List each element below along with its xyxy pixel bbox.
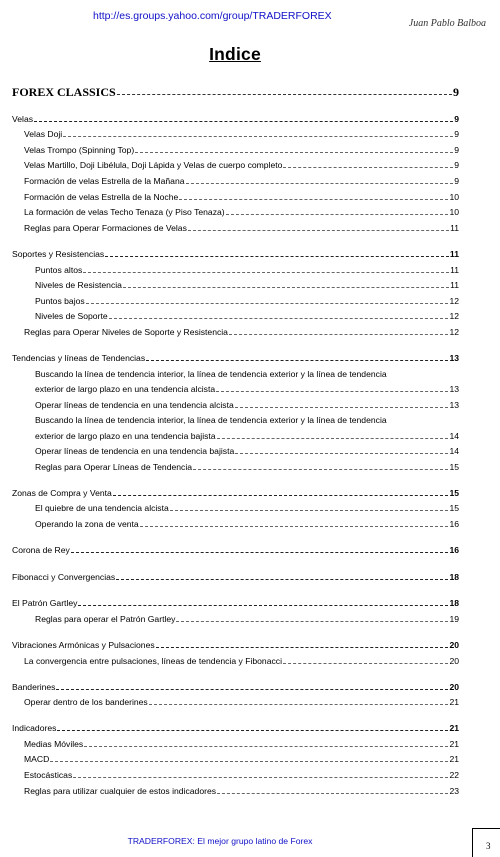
toc-entry-page: 21 — [449, 739, 459, 749]
toc-entry[interactable] — [12, 636, 459, 651]
toc-entry-label: Estocásticas — [24, 770, 73, 780]
toc-entry[interactable] — [12, 568, 459, 583]
toc-entry[interactable] — [12, 766, 459, 781]
toc-entry-page: 18 — [449, 572, 459, 582]
toc-entry-label: Velas Martillo, Doji Libélula, Doji Lápida y Velas de cuerpo completo — [24, 160, 283, 170]
toc-entry[interactable] — [12, 442, 459, 457]
toc-leader-dots — [283, 663, 448, 664]
toc-entry-label: Puntos bajos — [35, 296, 85, 306]
toc-entry[interactable] — [12, 782, 459, 797]
toc-entry-page: 16 — [449, 519, 459, 529]
toc-entry[interactable] — [12, 141, 459, 156]
toc-entry[interactable] — [12, 411, 459, 426]
toc-entry-page: 9 — [454, 176, 459, 186]
toc-leader-dots — [109, 318, 449, 319]
toc-entry-label: Reglas para Operar Líneas de Tendencia — [35, 462, 193, 472]
toc-leader-dots — [56, 689, 448, 690]
toc-entry-label: Banderines — [12, 682, 56, 692]
toc-entry-label: Formación de velas Estrella de la Mañana — [24, 176, 185, 186]
toc-leader-dots — [123, 287, 449, 288]
toc-entry[interactable] — [12, 307, 459, 322]
toc-entry-page: 9 — [454, 160, 459, 170]
toc-entry-page: 10 — [449, 207, 459, 217]
toc-leader-dots — [50, 761, 448, 762]
toc-entry-page: 20 — [449, 656, 459, 666]
toc-entry[interactable] — [12, 245, 459, 260]
toc-entry-label: exterior de largo plazo en una tendencia bajista — [35, 431, 216, 441]
toc-entry-label: Tendencias y líneas de Tendencias — [12, 353, 146, 363]
toc-entry-page: 21 — [449, 697, 459, 707]
toc-entry-page: 9 — [454, 129, 459, 139]
toc-entry-label: Reglas para Operar Niveles de Soporte y Resistencia — [24, 327, 228, 337]
toc-leader-dots — [71, 552, 449, 553]
toc-leader-dots — [235, 407, 449, 408]
footer-text: TRADERFOREX: El mejor grupo latino de Forex — [127, 836, 313, 846]
toc-entry-label: Fibonacci y Convergencias — [12, 572, 116, 582]
toc-entry-label: Reglas para utilizar cualquier de estos indicadores — [24, 786, 217, 796]
toc-entry[interactable] — [12, 365, 459, 380]
toc-leader-dots — [217, 438, 449, 439]
toc-entry-page: 15 — [449, 462, 459, 472]
toc-entry-page: 19 — [449, 614, 459, 624]
toc-leader-dots — [78, 605, 448, 606]
toc-entry[interactable] — [12, 396, 459, 411]
toc-entry-label: Velas Trompo (Spinning Top) — [24, 145, 135, 155]
toc-entry[interactable] — [12, 693, 459, 708]
toc-entry-page: 13 — [449, 384, 459, 394]
toc-entry-label: Niveles de Resistencia — [35, 280, 122, 290]
toc-entry[interactable] — [12, 750, 459, 765]
toc-leader-dots — [116, 579, 448, 580]
toc-entry-label: El quiebre de una tendencia alcista — [35, 503, 169, 513]
toc-leader-dots — [135, 152, 453, 153]
toc-entry[interactable] — [12, 719, 459, 734]
toc-leader-dots — [283, 167, 453, 168]
toc-leader-dots — [84, 746, 448, 747]
toc-entry[interactable] — [12, 678, 459, 693]
toc-leader-dots — [140, 526, 449, 527]
toc-entry-label: Formación de velas Estrella de la Noche — [24, 192, 179, 202]
toc-leader-dots — [176, 621, 448, 622]
toc-entry-page: 15 — [449, 488, 459, 498]
page-number: 3 — [486, 841, 491, 851]
toc-leader-dots — [235, 453, 448, 454]
toc-entry-label: Corona de Rey — [12, 545, 70, 555]
toc-entry-label: Velas Doji — [24, 129, 63, 139]
toc-entry-label: La formación de velas Techo Tenaza (y Piso Tenaza) — [24, 207, 225, 217]
toc-leader-dots — [117, 94, 452, 95]
toc-entry-label: Operar líneas de tendencia en una tendencia bajista — [35, 446, 235, 456]
toc-entry-page: 22 — [449, 770, 459, 780]
toc-leader-dots — [186, 183, 454, 184]
toc-leader-dots — [146, 360, 448, 361]
toc-entry[interactable] — [12, 380, 459, 395]
toc-entry-label: Reglas para operar el Patrón Gartley — [35, 614, 176, 624]
toc-leader-dots — [193, 469, 448, 470]
toc-entry[interactable] — [12, 499, 459, 514]
toc-leader-dots — [216, 391, 448, 392]
toc-leader-dots — [83, 272, 449, 273]
toc-entry-label: Reglas para Operar Formaciones de Velas — [24, 223, 187, 233]
toc-entry-label: Buscando la línea de tendencia interior, la línea de tendencia exterior y la línea de tendencia — [35, 369, 387, 379]
toc-entry-page: 11 — [450, 223, 459, 233]
toc-entry-page: 12 — [449, 296, 459, 306]
toc-entry[interactable] — [12, 276, 459, 291]
toc-entry[interactable] — [12, 458, 459, 473]
toc-entry-page: 14 — [449, 431, 459, 441]
toc-entry[interactable] — [12, 610, 459, 625]
toc-entry-page: 12 — [449, 311, 459, 321]
toc-entry-page: 13 — [449, 353, 459, 363]
toc-entry-page: 11 — [449, 249, 459, 259]
toc-entry-page: 9 — [454, 145, 459, 155]
toc-leader-dots — [86, 303, 449, 304]
toc-entry-label: Velas — [12, 114, 34, 124]
toc-entry-page: 21 — [449, 723, 459, 733]
toc-entry-page: 16 — [449, 545, 459, 555]
toc-entry-label: Operar dentro de los banderines — [24, 697, 148, 707]
toc-entry[interactable] — [12, 594, 459, 609]
toc-entry-label: Puntos altos — [35, 265, 83, 275]
toc-entry[interactable] — [12, 427, 459, 442]
toc-entry[interactable] — [12, 172, 459, 187]
toc-entry-page: 15 — [449, 503, 459, 513]
toc-leader-dots — [188, 230, 449, 231]
toc-leader-dots — [34, 121, 453, 122]
toc-entry-label: Operar líneas de tendencia en una tendencia alcista — [35, 400, 234, 410]
toc-entry-page: 10 — [449, 192, 459, 202]
toc-entry-label: Zonas de Compra y Venta — [12, 488, 112, 498]
toc-entry[interactable] — [12, 261, 459, 276]
toc-leader-dots — [217, 793, 448, 794]
toc-entry-page: 9 — [453, 85, 459, 99]
toc-entry-label: Vibraciones Armónicas y Pulsaciones — [12, 640, 155, 650]
toc-entry-label: La convergencia entre pulsaciones, líneas de tendencia y Fibonacci — [24, 656, 282, 666]
toc-entry[interactable] — [12, 323, 459, 338]
toc-entry-label: exterior de largo plazo en una tendencia alcista — [35, 384, 216, 394]
toc-entry[interactable] — [12, 203, 459, 218]
toc-entry-label: Niveles de Soporte — [35, 311, 108, 321]
toc-entry-page: 11 — [450, 280, 459, 290]
toc-entry-page: 11 — [450, 265, 459, 275]
header-url-link[interactable]: http://es.groups.yahoo.com/group/TRADERFOREX — [93, 10, 332, 22]
toc-entry-label: Medias Móviles — [24, 739, 84, 749]
toc-entry-label: Soportes y Resistencias — [12, 249, 105, 259]
toc-entry[interactable] — [12, 652, 459, 667]
page-title: Indice — [209, 44, 261, 64]
toc-entry-page: 20 — [449, 682, 459, 692]
toc-entry-page: 14 — [449, 446, 459, 456]
toc-entry[interactable] — [12, 219, 459, 234]
toc-entry-page: 18 — [449, 598, 459, 608]
toc-entry[interactable] — [12, 84, 459, 99]
toc-entry[interactable] — [12, 156, 459, 171]
toc-entry-label: El Patrón Gartley — [12, 598, 78, 608]
toc-entry[interactable] — [12, 484, 459, 499]
toc-entry-label: Buscando la línea de tendencia interior, la línea de tendencia exterior y la línea de tendencia — [35, 415, 387, 425]
toc-leader-dots — [149, 704, 449, 705]
toc-entry[interactable] — [12, 541, 459, 556]
toc-entry-page: 12 — [449, 327, 459, 337]
toc-entry[interactable] — [12, 125, 459, 140]
toc-leader-dots — [170, 510, 449, 511]
toc-entry[interactable] — [12, 292, 459, 307]
toc-entry-page: 21 — [449, 754, 459, 764]
toc-entry[interactable] — [12, 515, 459, 530]
toc-entry-page: 13 — [449, 400, 459, 410]
toc-entry[interactable] — [12, 188, 459, 203]
toc-entry-label: Indicadores — [12, 723, 57, 733]
toc-leader-dots — [156, 647, 449, 648]
toc-leader-dots — [113, 495, 449, 496]
toc-entry[interactable] — [12, 349, 459, 364]
toc-entry-page: 9 — [454, 114, 459, 124]
toc-entry-label: Operando la zona de venta — [35, 519, 139, 529]
toc-entry-page: 20 — [449, 640, 459, 650]
toc-leader-dots — [179, 199, 448, 200]
toc-leader-dots — [226, 214, 449, 215]
toc-leader-dots — [229, 334, 448, 335]
toc-entry-label: MACD — [24, 754, 50, 764]
toc-entry[interactable] — [12, 110, 459, 125]
toc-leader-dots — [63, 136, 453, 137]
toc-entry-page: 23 — [449, 786, 459, 796]
toc-leader-dots — [105, 256, 449, 257]
toc-entry-label: FOREX CLASSICS — [12, 85, 116, 99]
toc-leader-dots — [57, 730, 448, 731]
header-author: Juan Pablo Balboa — [408, 18, 486, 29]
toc-leader-dots — [73, 777, 448, 778]
toc-entry[interactable] — [12, 735, 459, 750]
